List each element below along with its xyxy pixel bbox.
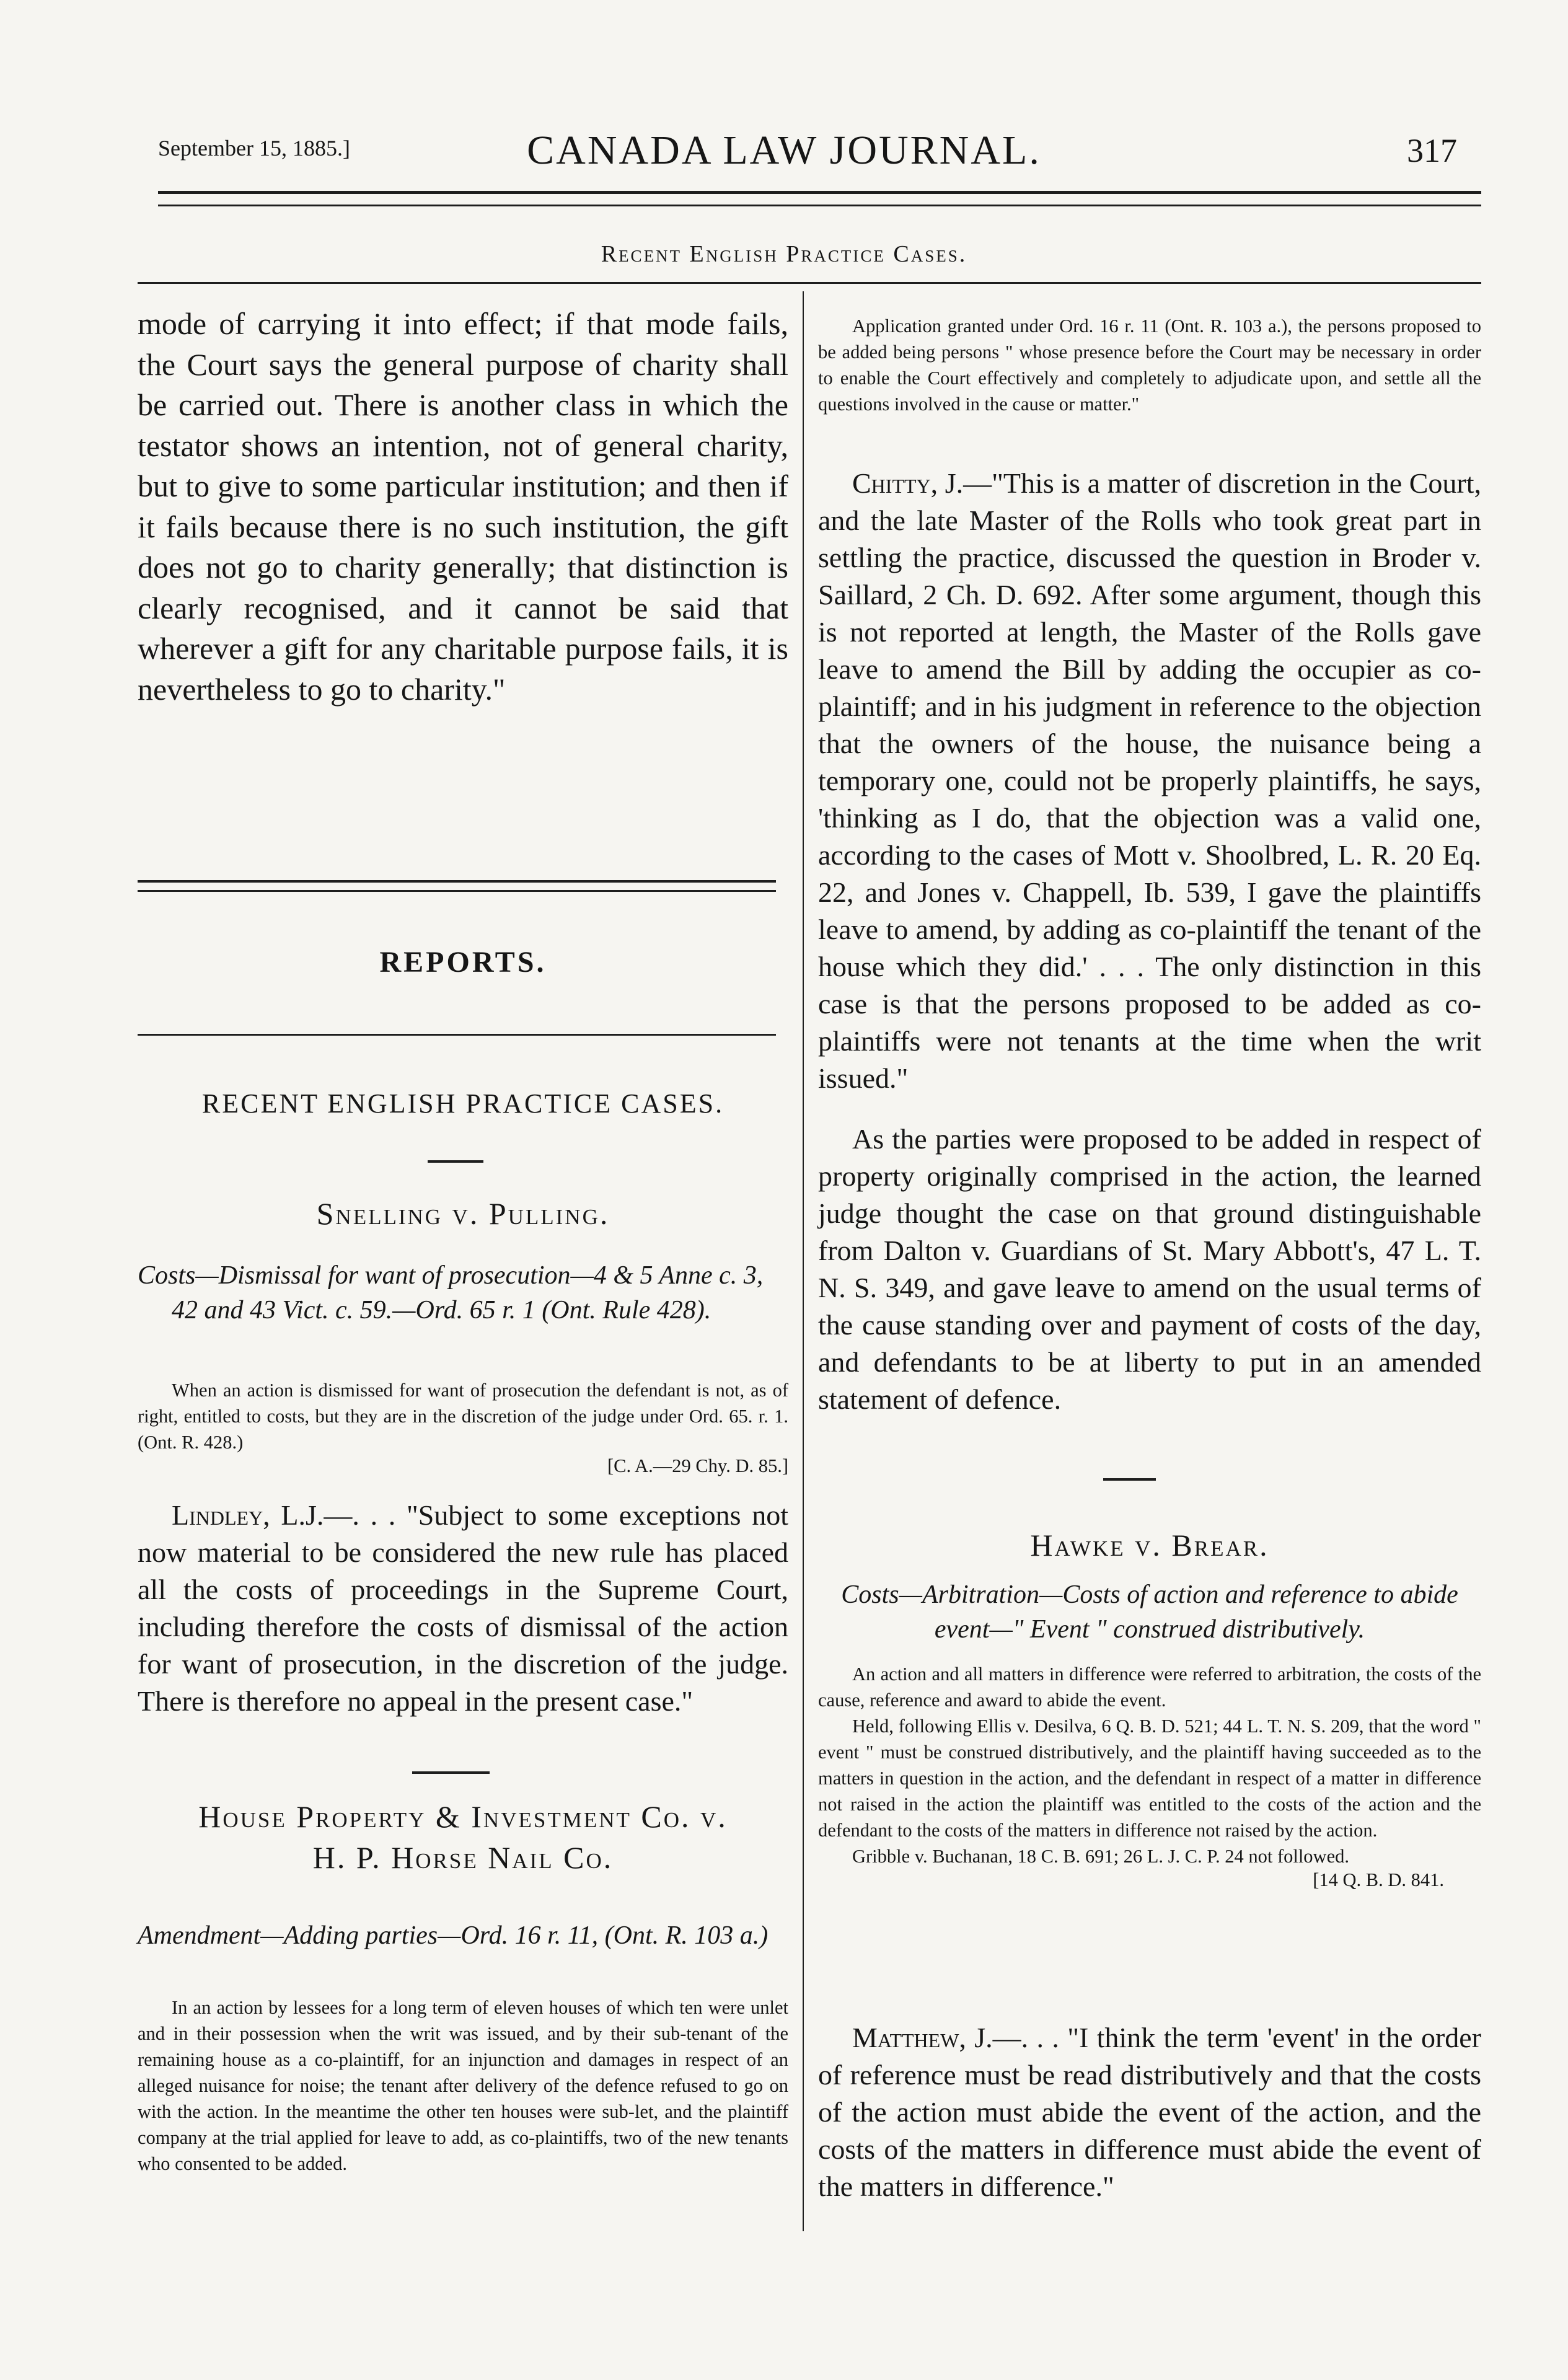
- section-separator: [428, 1160, 483, 1163]
- citation-hawke: [14 Q. B. D. 841.: [1313, 1869, 1444, 1890]
- summary-hawke-1: An action and all matters in difference were referred to arbitration, the costs of the cause, reference and award to abide the event.: [818, 1664, 1481, 1711]
- header-rule-bottom: [158, 205, 1481, 206]
- running-head: Recent English Practice Cases.: [601, 241, 967, 267]
- continued-judgment-text: mode of carrying it into effect; if that mode fails, the Court says the general purpose of charity shall be carried out. There is another class in which the testator shows an intention, not of general charity, but to give to some particular institution; and then if it fails because there is no such institution, the gift does not go to charity generally; that distinction is clearly recognised, and it cannot be said that wherever a gift for any charitable purpose fails, it is nevertheless to go to charity.": [138, 306, 788, 707]
- citation-snelling: [C. A.—29 Chy. D. 85.]: [607, 1455, 788, 1476]
- headnote-hawke: Costs—Arbitration—Costs of action and reference to abide event—" Event " construed distributively.: [841, 1580, 1458, 1644]
- reports-heading: REPORTS.: [379, 946, 547, 979]
- judge-chitty: Chitty, J.: [852, 467, 964, 499]
- headnote-house-property: Amendment—Adding parties—Ord. 16 r. 11, (Ont. R. 103 a.): [138, 1921, 769, 1950]
- summary-hawke-2: Held, following Ellis v. Desilva, 6 Q. B. D. 521; 44 L. T. N. S. 209, that the word " event " must be construed distributively, and the plaintiff having succeeded as to the matters in question in the action, and the defendant in respect of a matter in difference not raised in the action the plaintiff was entitled to the costs of the action and the defendant to the costs of the matters in difference not raised by the action.: [818, 1716, 1481, 1841]
- running-head-rule: [138, 282, 1481, 284]
- case-separator-1: [412, 1771, 490, 1774]
- case-separator-2: [1103, 1478, 1156, 1481]
- headnote-snelling: Costs—Dismissal for want of prosecution—4 & 5 Anne c. 3, 42 and 43 Vict. c. 59.—Ord. 65 r. 1 (Ont. Rule 428).: [138, 1261, 764, 1324]
- summary-hawke-3: Gribble v. Buchanan, 18 C. B. 691; 26 L. J. C. P. 24 not followed.: [852, 1846, 1349, 1867]
- column-divider: [803, 291, 804, 2231]
- case-title-snelling: Snelling v. Pulling.: [316, 1196, 610, 1231]
- summary-snelling: When an action is dismissed for want of prosecution the defendant is not, as of right, entitled to costs, but they are in the discretion of the judge under Ord. 65. r. 1. (Ont. R. 428.): [138, 1380, 788, 1453]
- parties-paragraph: As the parties were proposed to be added in respect of property originally comprised in the action, the learned judge thought the case on that ground distinguishable from Dalton v. Guardians of St. Mary Abbott's, 47 L. T. N. S. 349, and gave leave to amend on the usual terms of the cause standing over and payment of costs of the day, and defendants to be at liberty to put in an amended statement of defence.: [818, 1123, 1481, 1415]
- section-heading: RECENT ENGLISH PRACTICE CASES.: [201, 1088, 725, 1119]
- issue-date: September 15, 1885.]: [158, 136, 350, 161]
- case-title-house-property-line2: H. P. Horse Nail Co.: [312, 1840, 614, 1875]
- double-rule-bottom: [138, 890, 776, 892]
- page-number: 317: [1407, 132, 1457, 169]
- case-title-hawke: Hawke v. Brear.: [1030, 1528, 1269, 1562]
- judge-lindley: Lindley, L.J.: [172, 1499, 324, 1531]
- judgment-lindley: —. . . "Subject to some exceptions not now material to be considered the new rule has placed all the costs of proceedings in the Supreme Court, including therefore the costs of dismissal of the action for want of prosecution, in the discretion of the judge. There is therefore no appeal in the present case.": [138, 1499, 788, 1717]
- header-rule-top: [158, 191, 1481, 194]
- case-title-house-property-line1: House Property & Investment Co. v.: [198, 1799, 728, 1834]
- journal-title: CANADA LAW JOURNAL.: [527, 128, 1041, 173]
- application-granted-text: Application granted under Ord. 16 r. 11 (Ont. R. 103 a.), the persons proposed to be added being persons " whose presence before the Court may be necessary in order to enable the Court effectively and completely to adjudicate upon, and settle all the questions involved in the cause or matter.": [818, 315, 1481, 415]
- judge-matthew: Matthew, J.: [852, 2022, 993, 2053]
- double-rule-top: [138, 880, 776, 883]
- reports-rule: [138, 1034, 776, 1036]
- summary-house-property: In an action by lessees for a long term of eleven houses of which ten were unlet and in their possession when the writ was issued, and by their sub-tenant of the remaining house as a co-plaintiff, for an injunction and damages in respect of an alleged nuisance for noise; the tenant after delivery of the defence refused to go on with the action. In the meantime the other ten houses were sub-let, and the plaintiff company at the trial applied for leave to add, as co-plaintiffs, two of the new tenants who consented to be added.: [138, 1997, 788, 2174]
- judgment-matthew: —. . . "I think the term 'event' in the order of reference must be read distributively and that the costs of the action must abide the event of the action, and the costs of the matters in difference must abide the event of the matters in difference.": [818, 2022, 1481, 2202]
- judgment-chitty: —"This is a matter of discretion in the Court, and the late Master of the Rolls who took great part in settling the practice, discussed the question in Broder v. Saillard, 2 Ch. D. 692. After some argument, though this is not reported at length, the Master of the Rolls gave leave to amend the Bill by adding the occupier as co-plaintiff; and in his judgment in reference to the objection that the owners of the house, the nuisance being a temporary one, could not be properly plaintiffs, he says, 'thinking as I do, that the objection was a valid one, according to the cases of Mott v. Shoolbred, L. R. 20 Eq. 22, and Jones v. Chappell, Ib. 539, I gave the plaintiffs leave to amend, by adding as co-plaintiff the tenant of the house which they did.' . . . The only distinction in this case is that the persons proposed to be added as co-plaintiffs were not tenants at the time when the writ issued.": [818, 467, 1481, 1094]
